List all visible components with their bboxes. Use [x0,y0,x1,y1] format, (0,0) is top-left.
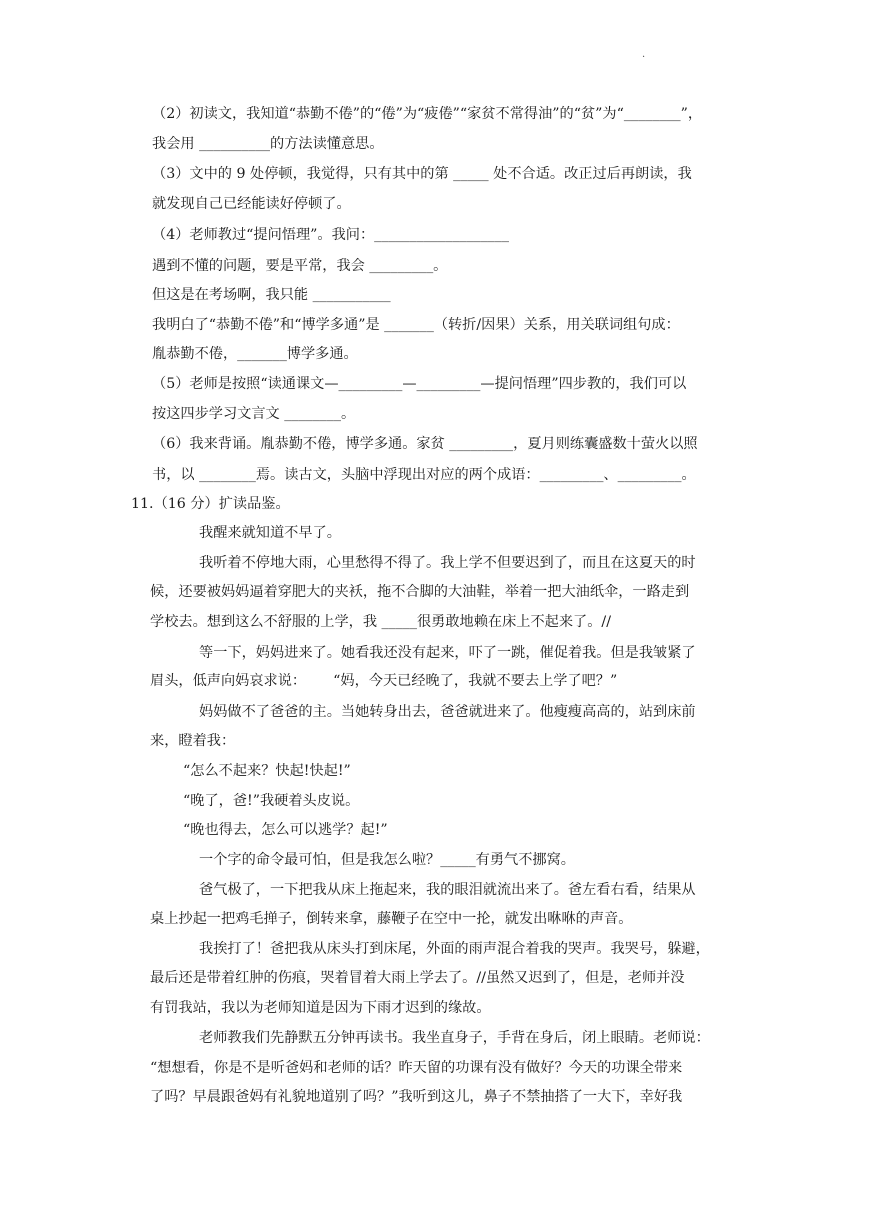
dialogue-line: “晚了，爸!”我硬着头皮说。 [183,793,360,809]
q4-line-2: 遇到不懂的问题，要是平常，我会 _________。 [152,258,448,274]
passage-line: 妈妈做不了爸爸的主。当她转身出去，爸爸就进来了。他瘦瘦高高的，站到床前 [199,704,696,720]
q2-line-2: 我会用 __________的方法读懂意思。 [152,136,384,152]
passage-line: 一个字的命令最可怕，但是我怎么啦？_____有勇气不挪窝。 [199,852,575,868]
q11-heading: 11.（16 分）扩读品鉴。 [131,496,290,512]
q6-line-2: 书，以 ________焉。读古文，头脑中浮现出对应的两个成语：_________、_________。 [152,467,696,483]
page-marker: · [642,52,646,63]
passage-line: 老师教我们先静默五分钟再读书。我坐直身子，手背在身后，闭上眼睛。老师说： [199,1030,710,1046]
passage-line: 最后还是带着红肿的伤痕，哭着冒着大雨上学去了。//虽然又迟到了，但是，老师并没 [150,970,685,986]
q2-line-1: （2）初读文，我知道“恭勤不倦”的“倦”为“疲倦”“家贫不常得油”的“贫”为“________”， [152,106,703,122]
passage-line: 我醒来就知道不早了。 [199,525,341,541]
passage-line: 来，瞪着我： [150,733,236,749]
passage-line: 桌上抄起一把鸡毛掸子，倒转来拿，藤鞭子在空中一抡，就发出咻咻的声音。 [150,911,633,927]
q4-line-1: （4）老师教过“提问悟理”。我问：___________________ [152,227,509,243]
q3-line-1: （3）文中的 9 处停顿，我觉得，只有其中的第 _____ 处不合适。改正过后再朗读，我 [152,166,692,182]
passage-line: 有罚我站，我以为老师知道是因为下雨才迟到的缘故。 [150,1000,491,1016]
passage-line: 眉头，低声向妈哀求说： “妈，今天已经晚了，我就不要去上学了吧？” [150,673,618,689]
q6-line-1: （6）我来背诵。胤恭勤不倦，博学多通。家贫 _________，夏月则练囊盛数十萤火以照 [152,436,698,452]
dialogue-line: “晚也得去，怎么可以逃学？起!” [183,822,388,838]
passage-line: 候，还要被妈妈逼着穿肥大的夹袄，拖不合脚的大油鞋，举着一把大油纸伞，一路走到 [150,584,690,600]
passage-line: 了吗？早晨跟爸妈有礼貌地道别了吗？”我听到这儿，鼻子不禁抽搭了一大下，幸好我 [150,1089,683,1105]
passage-line: “想想看，你是不是听爸妈和老师的话？昨天留的功课有没有做好？今天的功课全带来 [150,1060,683,1076]
q4-line-5: 胤恭勤不倦，_______博学多通。 [152,346,358,362]
q5-line-2: 按这四步学习文言文 ________。 [152,406,356,422]
dialogue-line: “怎么不起来？快起!快起!” [183,763,351,779]
passage-line: 我挨打了！爸把我从床头打到床尾，外面的雨声混合着我的哭声。我哭号，躲避， [199,941,710,957]
passage-line: 我听着不停地大雨，心里愁得不得了。我上学不但要迟到了，而且在这夏天的时 [199,555,696,571]
q3-line-2: 就发现自己已经能读好停顿了。 [152,196,351,212]
q4-line-4: 我明白了“恭勤不倦”和“博学多通”是 _______（转折/因果）关系，用关联词组句成： [152,317,680,333]
passage-line: 学校去。想到这么不舒服的上学，我 _____很勇敢地赖在床上不起来了。// [150,614,611,630]
q4-line-3: 但这是在考场啊，我只能 ___________ [152,287,391,303]
passage-line: 等一下，妈妈进来了。她看我还没有起来，吓了一跳，催促着我。但是我皱紧了 [199,645,696,661]
q5-line-1: （5）老师是按照“读通课文—_________—_________—提问悟理”四步教的，我们可以 [152,376,687,392]
passage-line: 爸气极了，一下把我从床上拖起来，我的眼泪就流出来了。爸左看右看，结果从 [199,882,696,898]
